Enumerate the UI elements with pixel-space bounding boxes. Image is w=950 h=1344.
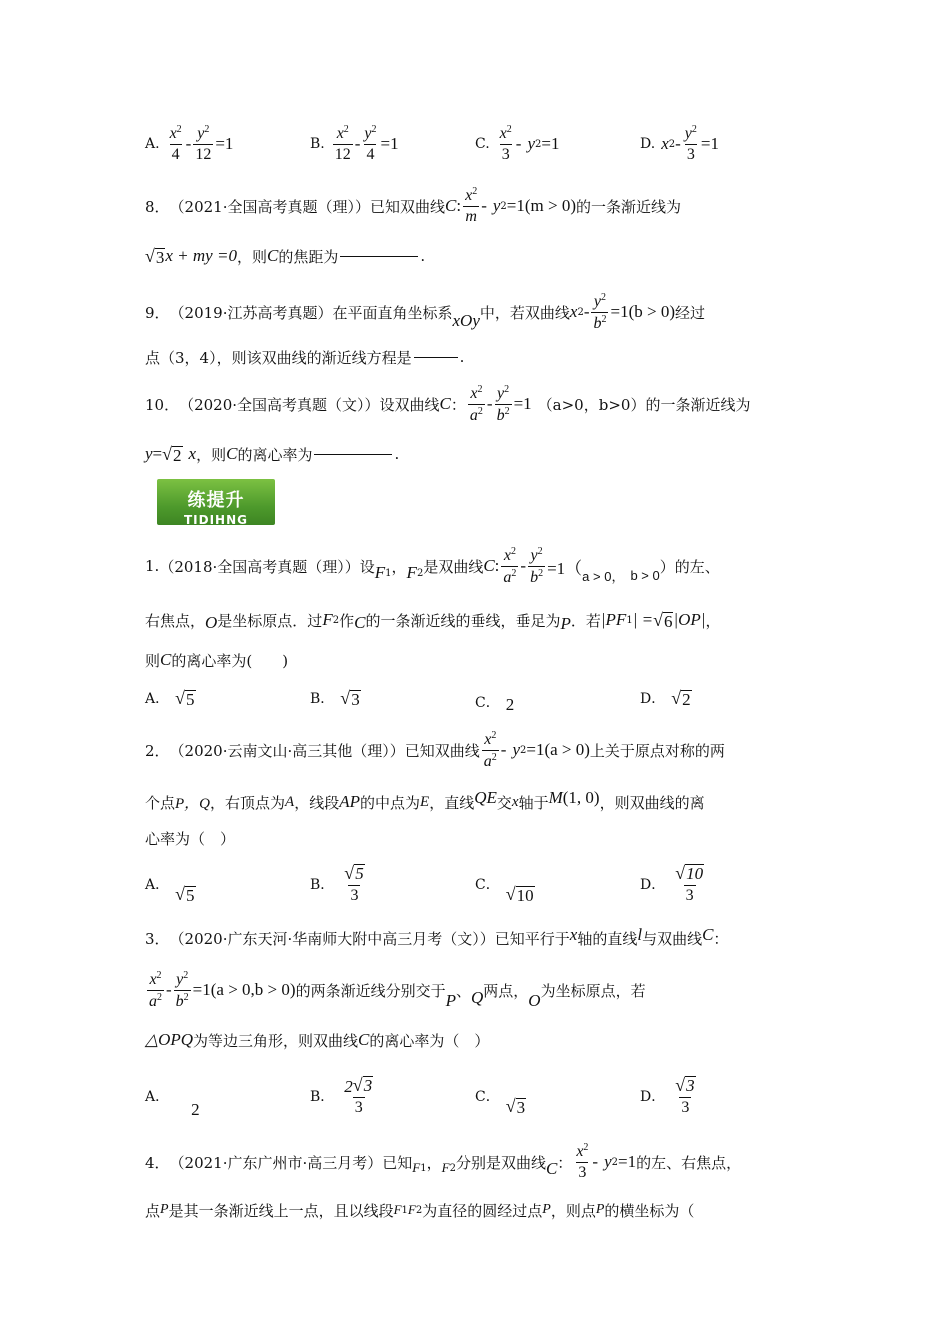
- p2-line-3: 心率为（ ）: [145, 829, 236, 848]
- p2-line-2: 个点 P，Q ，右顶点为 A ，线段 AP 的中点为 E ，直线 QE 交 x 轴于 M (1, 0) ，则双曲线的离: [145, 788, 705, 812]
- p3-option-b: B． 2 √ 3 3: [310, 1074, 377, 1118]
- p2-option-b: B． √ 5 3: [310, 862, 369, 906]
- fraction: $\frac{y^2}{4}$: [364, 124, 377, 163]
- fraction: $\frac{x^2}{4}$: [169, 124, 182, 163]
- p1-option-c: C． 2: [475, 695, 515, 714]
- p3-option-d: D． √ 3 3: [640, 1074, 700, 1118]
- q7-option-c: C. $\frac{x^2}{3}$ - y 2 =1: [475, 124, 560, 163]
- answer-blank[interactable]: [414, 356, 458, 358]
- p2-option-d: D． √ 10 3: [640, 862, 708, 906]
- p1-option-a: A． √ 5: [145, 687, 195, 709]
- p1-option-b: B． √ 3: [310, 687, 360, 709]
- sqrt-expression: √ 5: [175, 687, 195, 709]
- sqrt-expression: √ 5: [175, 883, 195, 905]
- sqrt-expression: √ 3: [340, 687, 360, 709]
- option-label: B.: [310, 136, 325, 152]
- q8-line-1: 8． （2021·全国高考真题（理））已知双曲线 C : $\frac{x^2}{m}$ - y 2 =1(m > 0) 的一条渐近线为: [145, 186, 682, 225]
- badge-subtitle: TIDIHNG: [183, 513, 248, 525]
- q7-option-b: B. $\frac{x^2}{12}$ - $\frac{y^2}{4}$ =1: [310, 124, 399, 163]
- fraction: $\frac{x^2}{a^2}$: [149, 969, 162, 1010]
- badge-title: 练提升: [187, 490, 245, 511]
- fraction: √ 5 3: [344, 863, 364, 905]
- fraction: 2 √ 3 3: [344, 1075, 373, 1117]
- fraction: √ 10 3: [675, 863, 704, 905]
- sqrt-expression: √ 2: [162, 443, 182, 465]
- sqrt-expression: √ 2: [671, 687, 691, 709]
- answer-blank[interactable]: [314, 453, 392, 455]
- q8-line-2: √ 3 x + my =0 ，则 C 的焦距为 .: [145, 245, 426, 267]
- fraction: $\frac{x^2}{a^2}$: [483, 729, 497, 770]
- fraction: $\frac{y^2}{b^2}$: [175, 969, 189, 1010]
- fraction: √ 3 3: [675, 1075, 695, 1117]
- q9-line-2: 点（3，4），则该双曲线的渐近线方程是 .: [145, 348, 465, 367]
- q9-line-1: 9． （2019·江苏高考真题）在平面直角坐标系 xOy 中，若双曲线 x 2 - $\frac{y^2}{b^2}$ =1(b > 0) 经过: [145, 291, 705, 332]
- fraction: $\frac{y^2}{3}$: [684, 124, 697, 163]
- answer-blank[interactable]: [340, 255, 418, 257]
- fraction: $\frac{x^2}{3}$: [576, 1142, 589, 1181]
- sqrt-expression: √ 10: [505, 883, 534, 905]
- fraction: $\frac{x^2}{a^2}$: [469, 383, 483, 424]
- sqrt-expression: √ 6: [653, 609, 673, 631]
- section-badge: [157, 479, 275, 525]
- fraction: $\frac{y^2}{b^2}$: [530, 545, 544, 586]
- p3-option-a: A． 2: [145, 1089, 200, 1119]
- p2-option-c: C． √ 10: [475, 877, 534, 905]
- p3-line-1: 3． （2020·广东天河·华南师大附中高三月考（文））已知平行于 x 轴的直线 l 与双曲线 C ：: [145, 925, 729, 948]
- option-label: A.: [145, 136, 160, 152]
- p1-option-d: D． √ 2: [640, 687, 691, 709]
- fraction: $\frac{x^2}{m}$: [465, 186, 478, 225]
- q10-line-1: 10． （2020·全国高考真题（文））设双曲线 C ： $\frac{x^2}{a^2}$ - $\frac{y^2}{b^2}$ =1 （a>0，b>0）的一条渐近线为: [145, 383, 751, 424]
- q7-option-d: D. x 2 - $\frac{y^2}{3}$ =1: [640, 124, 719, 163]
- p2-option-a: A． √ 5: [145, 877, 195, 905]
- fraction: $\frac{y^2}{b^2}$: [496, 383, 510, 424]
- p3-option-c: C． √ 3: [475, 1089, 526, 1117]
- q7-option-a: A. $\frac{x^2}{4}$ - $\frac{y^2}{12}$ =1: [145, 124, 234, 163]
- fraction: $\frac{x^2}{a^2}$: [503, 545, 517, 586]
- p3-line-2: $\frac{x^2}{a^2}$ - $\frac{y^2}{b^2}$ =1(a > 0,b > 0) 的两条渐近线分别交于 P 、 Q 两点， O 为坐标原点，若: [149, 969, 646, 1010]
- p4-line-2: 点 P 是其一条渐近线上一点，且以线段 F 1 F 2 为直径的圆经过点 P ，则点 P 的横坐标为（: [145, 1201, 695, 1220]
- p1-line-1: 1. （2018·全国高考真题（理））设 F 1 ， F 2 是双曲线 C : $\frac{x^2}{a^2}$ - $\frac{y^2}{b^2}$ =1（ a > 0， b > 0 ）的左、: [145, 545, 720, 586]
- fraction: $\frac{y^2}{b^2}$: [593, 291, 607, 332]
- sqrt-expression: √ 3: [505, 1095, 526, 1117]
- p4-line-1: 4． （2021·广东广州市·高三月考）已知 F 1 ， F 2 分别是双曲线 C ： $\frac{x^2}{3}$ - y 2 =1 的左、右焦点，: [145, 1142, 742, 1181]
- p3-line-3: △OPQ 为等边三角形，则双曲线 C 的离心率为（ ）: [145, 1030, 490, 1050]
- q10-line-2: y = √ 2 x ，则 C 的离心率为 .: [145, 443, 400, 465]
- fraction: $\frac{y^2}{12}$: [195, 124, 212, 163]
- fraction: $\frac{x^2}{3}$: [499, 124, 512, 163]
- p2-line-1: 2． （2020·云南文山·高三其他（理））已知双曲线 $\frac{x^2}{a^2}$ - y 2 =1(a > 0) 上关于原点对称的两: [145, 729, 725, 770]
- p1-line-3: 则 C 的离心率为( ): [145, 650, 289, 670]
- option-label: C.: [475, 136, 490, 152]
- p1-line-2: 右焦点， O 是坐标原点．过 F 2 作 C 的一条渐近线的垂线，垂足为 P ．若 |PF 1 | = √ 6 |OP| ，: [145, 609, 721, 633]
- option-label: D.: [640, 136, 656, 152]
- fraction: $\frac{x^2}{12}$: [334, 124, 351, 163]
- sqrt-expression: √ 3: [145, 245, 165, 267]
